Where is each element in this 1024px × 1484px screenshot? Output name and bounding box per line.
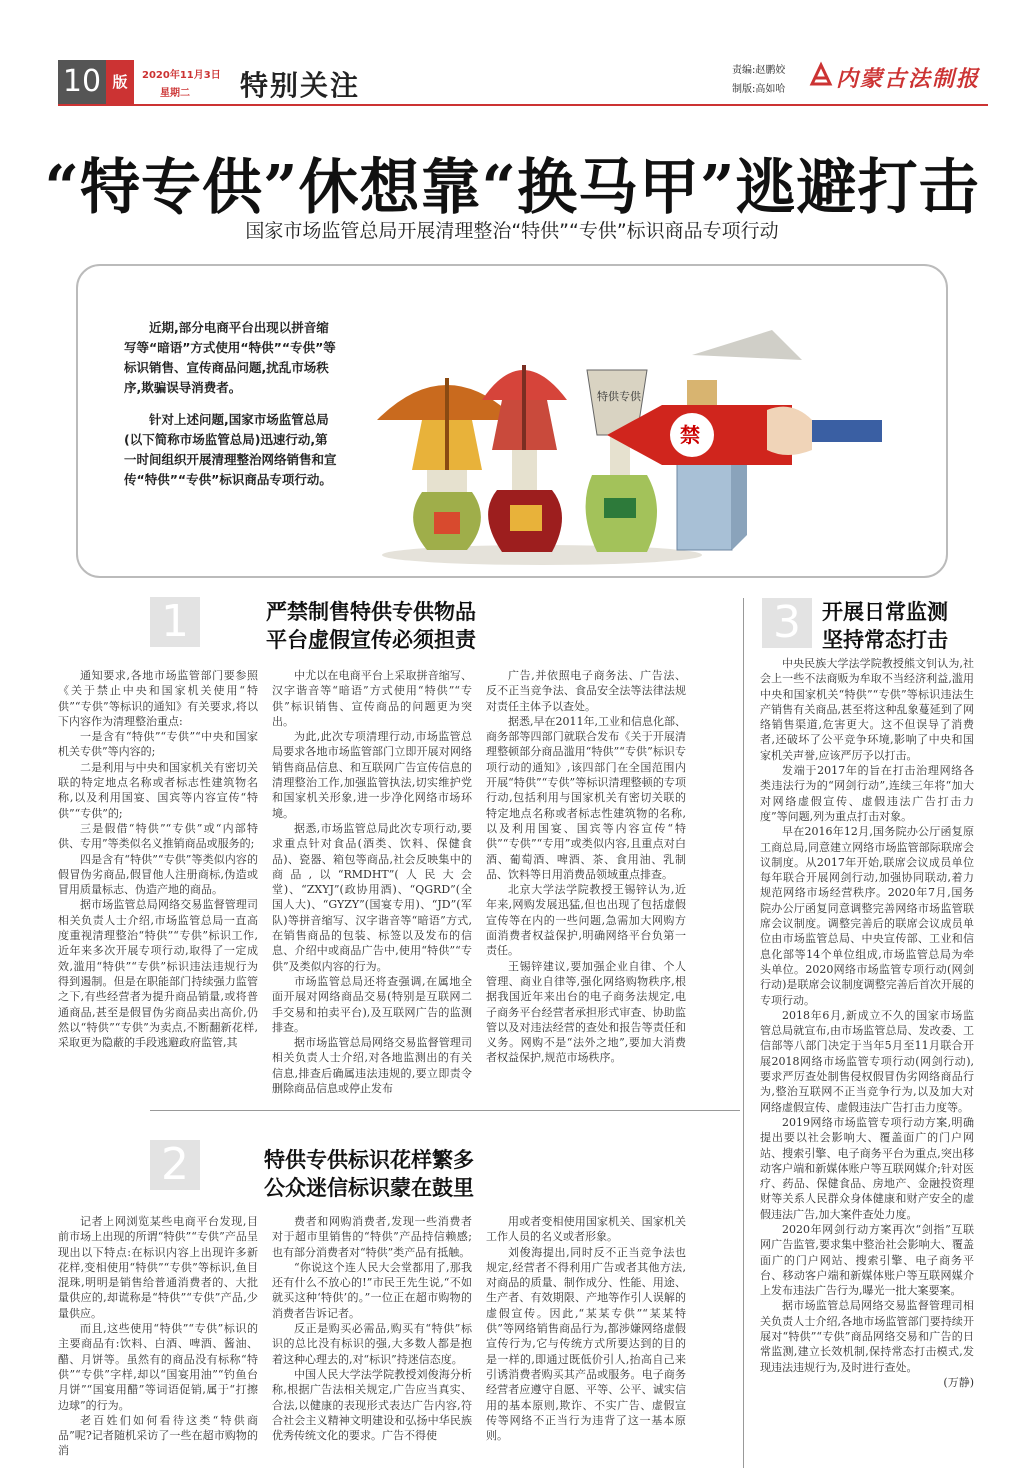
issue-weekday: 星期二 (160, 88, 190, 99)
header-rule (58, 104, 988, 106)
article-column (760, 656, 974, 1466)
paragraph: 一是含有“特供”“专供”“中央和国家机关专供”等内容的; (58, 730, 258, 759)
page-suffix: 版 (106, 60, 134, 104)
bottle-icon (586, 370, 657, 552)
paragraph: 北京大学法学院教授王锡锌认为,近年来,网购发展迅猛,但也出现了包括虚假宣传等在内的一些问题,急需加大网购方面消费者权益保护,明确网络平台负第一责任。 (486, 883, 686, 958)
article-column (272, 1214, 472, 1470)
section-title-line: 公众迷信标识蒙在鼓里 (264, 1175, 474, 1200)
paragraph: 据悉,市场监管总局此次专项行动,要求重点针对食品(酒类、饮料、保健食品)、瓷器、箱包等商品,社会反映集中的商品,以“RMDHT”(人民大会堂)、“ZXYJ”(政协用酒)、“QGRD”(全国人大)、“GYZY”(国宴专用)、“JD”(军队)等拼音缩写、汉字谐音等“暗语”方式,在销售商品的包装、标签以及发布的信息、介绍中或商品广告中,使用“特供”“专供”及类似内容的行为。 (272, 821, 472, 973)
layout-credit: 制版:高如哈 (732, 84, 786, 95)
section-title-line: 开展日常监测 (822, 599, 948, 624)
paper-logo-icon (808, 62, 834, 88)
paragraph: 王锡锌建议,要加强企业自律、个人管理、商业自律等,强化网络购物秩序,根据我国近年来出台的电子商务法规定,电子商务平台经营者承担形式审查、协助监管以及对违法经营的查处和报告等责任和义务。网购不是“法外之地”,要加大消费者权益保护,规范市场秩序。 (486, 959, 686, 1065)
lead-paragraph: 针对上述问题,国家市场监管总局(以下简称市场监管总局)迅速行动,第一时间组织开展清理整治网络销售和宣传“特供”“专供”标识商品专项行动。 (124, 412, 337, 487)
lead-text (124, 318, 340, 502)
flag-label: 特供专供 (597, 390, 641, 403)
article-column (58, 668, 258, 1084)
paragraph: “你说这个连人民大会堂都用了,那我还有什么不放心的!”市民王先生说,“不如就买这种‘特供’的。”一位正在超市购物的消费者告诉记者。 (272, 1260, 472, 1320)
lead-paragraph: 近期,部分电商平台出现以拼音缩写等“暗语”方式使用“特供”“专供”等标识销售、宣传商品问题,扰乱市场秩序,欺骗误导消费者。 (124, 320, 336, 395)
article-column (486, 1214, 686, 1470)
illustration (372, 300, 932, 570)
paragraph: 用或者变相使用国家机关、国家机关工作人员的名义或者形象。 (486, 1215, 686, 1244)
paragraph: 据市场监管总局网络交易监督管理司相关负责人士介绍,对各地监测出的有关信息,排查后确属违法违规的,要立即责令删除商品信息或停止发布 (272, 1036, 472, 1096)
paragraph: 2019网络市场监管专项行动方案,明确提出要以社会影响大、覆盖面广的门户网站、搜索引擎、电子商务平台为重点,突出移动客户端和新媒体账户等互联网媒介;针对医疗、药品、保健食品、房地产、金融投资理财等关系人民群众身体健康和财产安全的虚假违法广告,加大案件查处力度。 (760, 1115, 974, 1221)
section-title: 特别关注 (240, 69, 361, 102)
issue-date: 2020年11月3日 (142, 70, 221, 81)
paragraph: 费者和网购消费者,发现一些消费者对于超市里销售的“特供”产品持信赖感;也有部分消费者对“特供”类产品有抵触。 (272, 1215, 472, 1259)
ban-label: 禁 (680, 423, 700, 447)
paragraph: 广告,并依照电子商务法、广告法、反不正当竞争法、食品安全法等法律法规对责任主体予以查处。 (486, 669, 686, 713)
paragraph: 2018年6月,新成立不久的国家市场监管总局就宣布,由市场监管总局、发改委、工信部等八部门决定于当年5月至11月联合开展2018网络市场监管专项行动(网剑行动),要求严厉查处制售侵权假冒伪劣网络商品行为,整治互联网不正当竞争行为,以及加大对网络虚假宣传、虚假违法广告打击力度等。 (760, 1008, 974, 1114)
paragraph: 据悉,早在2011年,工业和信息化部、商务部等四部门就联合发布《关于开展清理整顿部分商品滥用“特供”“专供”标识专项行动的通知》,该四部门在全国范围内开展“特供”“专供”等标识清理整顿的专项行动,包括利用与国家机关有密切关联的特定地点名称或者标志性建筑物的名称,以及利用国宴、国宾等内容宣传“特供”“专供”“专用”或类似内容,且重点对白酒、葡萄酒、啤酒、茶、食用油、乳制品、饮料等日用消费品领域重点排查。 (486, 714, 686, 881)
section-number: 3 (762, 598, 812, 648)
paragraph: 通知要求,各地市场监管部门要参照《关于禁止中央和国家机关使用“特供”“专供”等标识的通知》有关要求,将以下内容作为清理整治重点: (58, 669, 258, 728)
ban-arrow-icon (607, 405, 882, 465)
paragraph: 据市场监管总局网络交易监督管理司相关负责人士介绍,市场监管总局一直高度重视清理整治“特供”“专供”标识工作,近年来多次开展专项行动,取得了一定成效,滥用“特供”“专供”标识违法违规行为得到遏制。但是在职能部门持续强力监管之下,有些经营者为提升商品销量,或将普通商品,甚至是假冒伪劣商品卖出高价,仍然以“特供”“专供”为卖点,不断翻新花样,采取更为隐蔽的手段逃避政府监管,其 (58, 898, 258, 1050)
paragraph: 市场监管总局还将查强调,在属地全面开展对网络商品交易(特别是互联网二手交易和拍卖平台),及互联网广告的监测排查。 (272, 974, 472, 1034)
paragraph: 发端于2017年的旨在打击治理网络各类违法行为的“网剑行动”,连续三年将“加大对网络虚假宣传、虚假违法广告打击力度”等问题,列为重点打击对象。 (760, 764, 974, 823)
paragraph: 中国人民大学法学院教授刘俊海分析称,根据广告法相关规定,广告应当真实、合法,以健康的表现形式表达广告内容,符合社会主义精神文明建设和弘扬中华民族优秀传统文化的要求。广告不得使 (272, 1367, 472, 1443)
paragraph: 二是利用与中央和国家机关有密切关联的特定地点名称或者标志性建筑物名称,以及利用国宴、国宾等内容宣传“特供”“专供”的; (58, 760, 258, 820)
paragraph: 反正是购买必需品,购买有“特供”标识的总比没有标识的强,大多数人都是抱着这种心理去的,对“标识”持迷信态度。 (272, 1322, 472, 1366)
paragraph: 2020年网剑行动方案再次“剑指”互联网广告监管,要求集中整治社会影响大、覆盖面广的门户网站、搜索引擎、电子商务平台、移动客户端和新媒体账户等互联网媒介上发布违法广告行为,曝光一批大案要案。 (760, 1222, 974, 1298)
paragraph: 中央民族大学法学院教授熊文钊认为,社会上一些不法商贩为牟取不当经济利益,滥用中央和国家机关“特供”“专供”等标识违法生产销售有关商品,甚至将这种乱象蔓延到了网络销售渠道,危害更大。这不但误导了消费者,还破坏了公平竞争环境,影响了中央和国家机关声誉,应该严厉予以打击。 (760, 657, 974, 762)
section-title-line: 坚持常态打击 (822, 627, 948, 652)
section-title-line: 平台虚假宣传必须担责 (266, 627, 476, 652)
column-divider (743, 598, 744, 1468)
section-number: 1 (150, 597, 200, 647)
paragraph: 三是假借“特供”“专供”或“内部特供、专用”等类似名义推销商品或服务的; (58, 821, 258, 851)
section-title-line: 严禁制售特供专供物品 (266, 599, 476, 624)
headline: “特专供”休想靠“换马甲”逃避打击 (44, 153, 980, 223)
paragraph: 据市场监管总局网络交易监督管理司相关负责人士介绍,各地市场监管部门要持续开展对“特供”“专供”商品网络交易和广告的日常监测,建立长效机制,保持常态打击模式,发现违法违规行为,及时进行查处。 (760, 1299, 974, 1374)
section-divider (150, 1110, 740, 1111)
article-column (486, 668, 686, 1084)
paragraph: 四是含有“特供”“专供”等类似内容的假冒伪劣商品,假冒他人注册商标,伪造或冒用质量标志、伪造产地的商品。 (58, 852, 258, 897)
byline: (万静) (943, 1375, 974, 1389)
paragraph: 中尤以在电商平台上采取拼音缩写、汉字谐音等“暗语”方式使用“特供”“专供”标识销售、宣传商品的问题更为突出。 (272, 669, 472, 728)
section-title-line: 特供专供标识花样繁多 (264, 1147, 474, 1172)
paragraph: 记者上网浏览某些电商平台发现,目前市场上出现的所谓“特供”“专供”产品呈现出以下特点:在标识内容上出现许多新花样,变相使用“特供”“专供”等标识,鱼目混珠,明明是销售给普通消费者的、大批量供应的,却谎称是“特供”“专供”产品,少量供应。 (58, 1215, 258, 1320)
article-column (58, 1214, 258, 1470)
page-number: 10 (58, 60, 106, 104)
paragraph: 而且,这些使用“特供”“专供”标识的主要商品有:饮料、白酒、啤酒、酱油、醋、月饼等。虽然有的商品没有标称“特供”“专供”字样,却以“国宴用油”“钓鱼台月饼”“国宴用醋”等词语促销,属于“打擦边球”的行为。 (58, 1322, 258, 1412)
paragraph: 刘俊海提出,同时反不正当竞争法也规定,经营者不得利用广告或者其他方法,对商品的质量、制作成分、性能、用途、生产者、有效期限、产地等作引人误解的虚假宣传。因此,“某某专供”“某某特供”等网络销售商品行为,都涉嫌网络虚假宣传行为,它与传统方式所要达到的目的是一样的,即通过既低价引人,抬高自己来引诱消费者购买其产品或服务。电子商务经营者应遵守自愿、平等、公平、诚实信用的基本原则,欺诈、不实广告、虚假宣传等网络不正当行为违背了这一基本原则。 (486, 1245, 686, 1443)
paragraph: 为此,此次专项清理行动,市场监管总局要求各地市场监管部门立即开展对网络销售商品信息、和互联网广告宣传信息的清理整治工作,加强监管执法,切实维护党和国家机关形象,进一步净化网络市场环境。 (272, 730, 472, 820)
paragraph: 老百姓们如何看待这类“特供商品”呢?记者随机采访了一些在超市购物的消 (58, 1413, 258, 1458)
bottle-icon (482, 365, 567, 552)
editor-credit: 责编:赵鹏姣 (732, 65, 786, 76)
paragraph: 早在2016年12月,国务院办公厅函复原工商总局,同意建立网络市场监管部际联席会议制度。从2017年开始,联席会议成员单位每年联合开展网剑行动,加强协同联动,着力规范网络市场经营秩序。2020年7月,国务院办公厅函复同意调整完善网络市场监管联席会议制度。调整完善后的联席会议成员单位由市场监管总局、中央宣传部、工业和信息化部等14个单位组成,市场监管总局为牵头单位。2020网络市场监管专项行动(网剑行动)是联席会议制度调整完善后首次开展的专项行动。 (760, 825, 974, 1007)
article-column (272, 668, 472, 1096)
subheadline: 国家市场监管总局开展清理整治“特供”“专供”标识商品专项行动 (245, 220, 779, 242)
paper-name: 内蒙古法制报 (836, 66, 981, 92)
section-number: 2 (150, 1140, 200, 1190)
